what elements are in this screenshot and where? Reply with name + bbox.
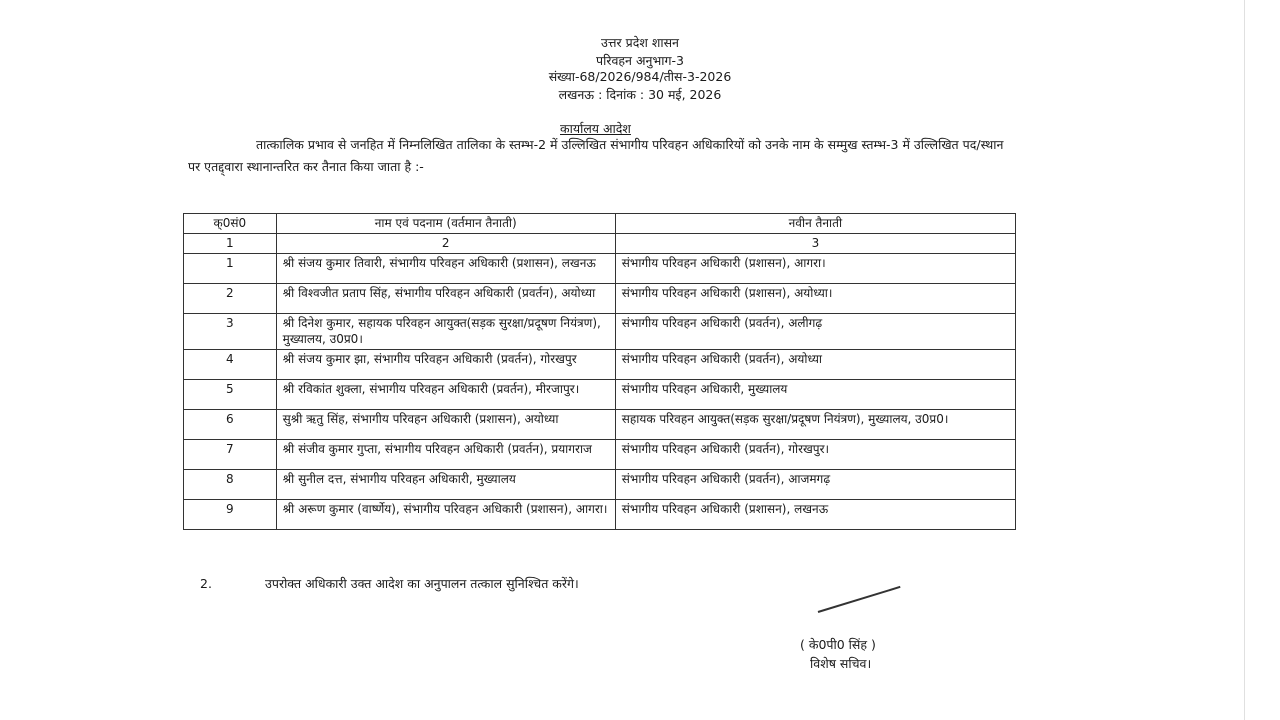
header-government: उत्तर प्रदेश शासन	[601, 35, 679, 50]
new-posting: संभागीय परिवहन अधिकारी (प्रशासन), लखनऊ	[615, 500, 1015, 530]
officer-name: श्री अरूण कुमार (वार्ष्णेय), संभागीय परिवहन अधिकारी (प्रशासन), आगरा।	[276, 500, 615, 530]
header-place-date: लखनऊ : दिनांक : 30 मई, 2026	[558, 87, 722, 102]
signatory-name: ( के0पी0 सिंह )	[800, 637, 876, 652]
table-row	[184, 500, 1016, 530]
table-header-row	[184, 214, 1016, 234]
officer-name: श्री दिनेश कुमार, सहायक परिवहन आयुक्त(सड़क सुरक्षा/प्रदूषण नियंत्रण), मुख्यालय, उ0प्र0।	[276, 314, 615, 350]
order-title: कार्यालय आदेश	[560, 121, 631, 136]
column-number: 2	[276, 234, 615, 254]
officer-name: श्री विश्वजीत प्रताप सिंह, संभागीय परिवहन अधिकारी (प्रवर्तन), अयोध्या	[276, 284, 615, 314]
table-row	[184, 470, 1016, 500]
table-row	[184, 254, 1016, 284]
column-number-row	[184, 234, 1016, 254]
signature-mark	[818, 586, 901, 613]
new-posting: संभागीय परिवहन अधिकारी (प्रवर्तन), गोरखपुर।	[615, 440, 1015, 470]
officer-name: श्री रविकांत शुक्ला, संभागीय परिवहन अधिकारी (प्रवर्तन), मीरजापुर।	[276, 380, 615, 410]
page-edge-divider	[1244, 0, 1245, 720]
new-posting: संभागीय परिवहन अधिकारी, मुख्यालय	[615, 380, 1015, 410]
table-row	[184, 380, 1016, 410]
table-row	[184, 284, 1016, 314]
note-number: 2.	[200, 576, 212, 591]
serial-number: 5	[184, 380, 277, 410]
note-text: उपरोक्त अधिकारी उक्त आदेश का अनुपालन तत्काल सुनिश्चित करेंगे।	[265, 576, 579, 591]
serial-number: 2	[184, 284, 277, 314]
table-row	[184, 314, 1016, 350]
header-name-designation: नाम एवं पदनाम (वर्तमान तैनाती)	[276, 214, 615, 234]
new-posting: सहायक परिवहन आयुक्त(सड़क सुरक्षा/प्रदूषण नियंत्रण), मुख्यालय, उ0प्र0।	[615, 410, 1015, 440]
new-posting: संभागीय परिवहन अधिकारी (प्रवर्तन), अलीगढ़	[615, 314, 1015, 350]
intro-paragraph: तात्कालिक प्रभाव से जनहित में निम्नलिखित तालिका के स्तम्भ-2 में उल्लिखित संभागीय परिवहन अधिकारियों को उनके नाम के सम्मुख स्तम्भ-3 में उल्लिखित पद/स्थान पर एतद्द्वारा स्थानान्तरित कर तैनात किया जाता है :-	[188, 137, 1004, 174]
serial-number: 4	[184, 350, 277, 380]
serial-number: 3	[184, 314, 277, 350]
table-row	[184, 440, 1016, 470]
new-posting: संभागीय परिवहन अधिकारी (प्रशासन), आगरा।	[615, 254, 1015, 284]
header-serial: क्0सं0	[184, 214, 277, 234]
header-section: परिवहन अनुभाग-3	[596, 53, 684, 68]
officer-name: सुश्री ऋतु सिंह, संभागीय परिवहन अधिकारी (प्रशासन), अयोध्या	[276, 410, 615, 440]
serial-number: 7	[184, 440, 277, 470]
new-posting: संभागीय परिवहन अधिकारी (प्रवर्तन), अयोध्या	[615, 350, 1015, 380]
new-posting: संभागीय परिवहन अधिकारी (प्रशासन), अयोध्या।	[615, 284, 1015, 314]
new-posting: संभागीय परिवहन अधिकारी (प्रवर्तन), आजमगढ़	[615, 470, 1015, 500]
header-new-posting: नवीन तैनाती	[615, 214, 1015, 234]
column-number: 3	[615, 234, 1015, 254]
officer-name: श्री संजय कुमार झा, संभागीय परिवहन अधिकारी (प्रवर्तन), गोरखपुर	[276, 350, 615, 380]
table-row	[184, 410, 1016, 440]
serial-number: 6	[184, 410, 277, 440]
serial-number: 9	[184, 500, 277, 530]
table-row	[184, 350, 1016, 380]
officer-name: श्री संजय कुमार तिवारी, संभागीय परिवहन अधिकारी (प्रशासन), लखनऊ	[276, 254, 615, 284]
serial-number: 8	[184, 470, 277, 500]
signatory-designation: विशेष सचिव।	[810, 656, 872, 671]
officer-name: श्री संजीव कुमार गुप्ता, संभागीय परिवहन अधिकारी (प्रवर्तन), प्रयागराज	[276, 440, 615, 470]
header-reference-number: संख्या-68/2026/984/तीस-3-2026	[548, 69, 732, 84]
officer-name: श्री सुनील दत्त, संभागीय परिवहन अधिकारी, मुख्यालय	[276, 470, 615, 500]
serial-number: 1	[184, 254, 277, 284]
compliance-note	[200, 575, 579, 592]
column-number: 1	[184, 234, 277, 254]
transfer-table	[183, 213, 1016, 530]
